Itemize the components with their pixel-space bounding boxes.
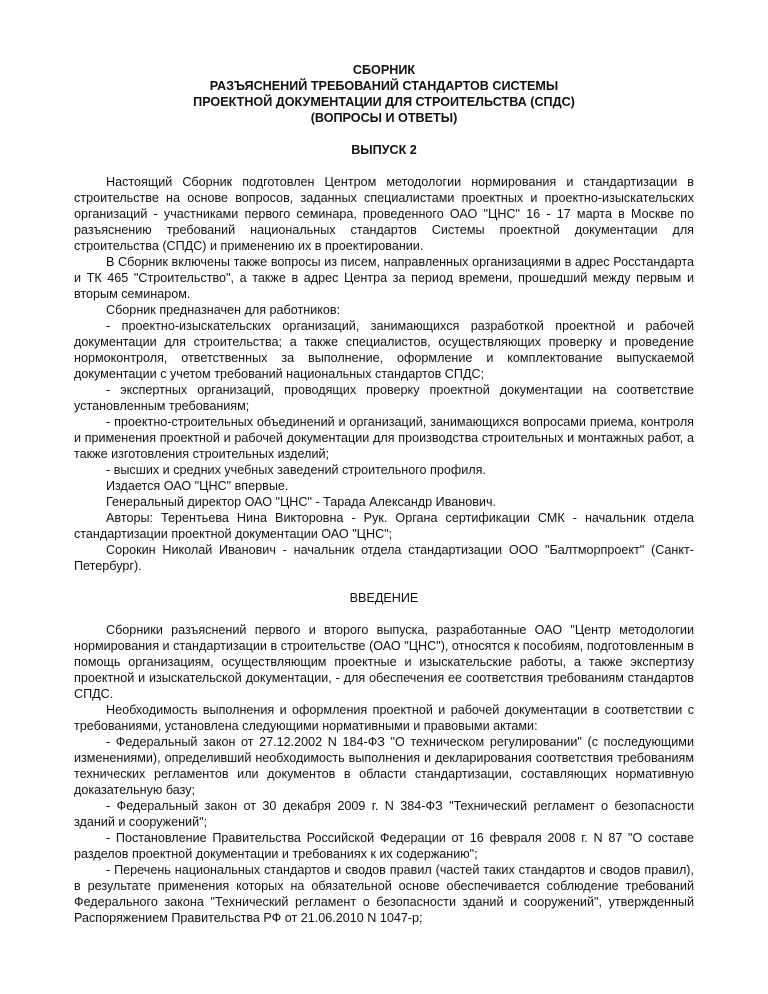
list-item: - Федеральный закон от 27.12.2002 N 184-ФЗ "О техническом регулировании" (с последующими изменениями), определивший необходимость выполнения и декларирования соответствия требованиям технических регламентов или документов в области стандартизации, составляющих нормативную доказательную базу;	[74, 735, 694, 797]
intro-section	[74, 174, 694, 574]
list-item: - Перечень национальных стандартов и сводов правил (частей таких стандартов и сводов правил), в результате применения которых на обязательной основе обеспечивается соблюдение требований Федерального закона "Технический регламент о безопасности зданий и сооружений", утвержденный Распоряжением Правительства РФ от 21.06.2010 N 1047-р;	[74, 863, 694, 925]
list-item: - Постановление Правительства Российской Федерации от 16 февраля 2008 г. N 87 "О составе разделов проектной документации и требованиях к их содержанию";	[74, 831, 694, 861]
paragraph: Сборник предназначен для работников:	[106, 303, 341, 317]
paragraph: Генеральный директор ОАО "ЦНС" - Тарада Александр Иванович.	[106, 495, 496, 509]
document-content	[74, 62, 694, 926]
document-title	[74, 62, 694, 126]
paragraph: Сборники разъяснений первого и второго выпуска, разработанные ОАО "Центр методологии нормирования и стандартизации в строительстве (ОАО "ЦНС"), относятся к пособиям, подготовленным в помощь организациям, осуществляющим проектные и изыскательские работы, а также экспертизу проектной и изыскательской документации, - для обеспечения ее соответствия требованиям стандартов СПДС.	[74, 623, 694, 701]
list-item: - проектно-изыскательских организаций, занимающихся разработкой проектной и рабочей документации для строительства; а также специалистов, осуществляющих проверку и проведение нормоконтроля, ответственных за выполнение, оформление и комплектование выпускаемой документации с учетом требований национальных стандартов СПДС;	[74, 319, 694, 381]
section-heading: ВВЕДЕНИЕ	[349, 591, 419, 605]
list-item: - проектно-строительных объединений и организаций, занимающихся вопросами приема, контроля и применения проектной и рабочей документации для производства строительных и монтажных работ, а также изготовления строительных изделий;	[74, 415, 694, 461]
title-line: СБОРНИК	[352, 63, 416, 77]
paragraph: Авторы: Терентьева Нина Викторовна - Рук. Органа сертификации СМК - начальник отдела стандартизации проектной документации ОАО "ЦНС";	[74, 511, 694, 541]
title-line: РАЗЪЯСНЕНИЙ ТРЕБОВАНИЙ СТАНДАРТОВ СИСТЕМЫ	[209, 79, 559, 93]
list-item: - экспертных организаций, проводящих проверку проектной документации на соответствие установленным требованиям;	[74, 383, 694, 413]
list-item: - Федеральный закон от 30 декабря 2009 г. N 384-ФЗ "Технический регламент о безопасности зданий и сооружений";	[74, 799, 694, 829]
paragraph: В Сборник включены также вопросы из писем, направленных организациями в адрес Росстандарта и ТК 465 "Строительство", а также в адрес Центра за период времени, прошедший между первым и вторым семинаром.	[74, 255, 694, 301]
issue-number: ВЫПУСК 2	[351, 143, 417, 157]
title-line: (ВОПРОСЫ И ОТВЕТЫ)	[310, 111, 458, 125]
list-item: - высших и средних учебных заведений строительного профиля.	[106, 463, 486, 477]
paragraph: Настоящий Сборник подготовлен Центром методологии нормирования и стандартизации в строительстве на основе вопросов, заданных специалистами проектных и проектно-изыскательских организаций - участниками первого семинара, проведенного ОАО "ЦНС" 16 - 17 марта в Москве по разъяснению требований национальных стандартов Системы проектной документации для строительства (СПДС) и применению их в проектировании.	[74, 175, 694, 253]
introduction-section	[74, 622, 694, 926]
paragraph: Сорокин Николай Иванович - начальник отдела стандартизации ООО "Балтморпроект" (Санкт-Петербург).	[74, 543, 694, 573]
paragraph: Необходимость выполнения и оформления проектной и рабочей документации в соответствии с требованиями, установлена следующими нормативными и правовыми актами:	[74, 703, 694, 733]
paragraph: Издается ОАО "ЦНС" впервые.	[106, 479, 289, 493]
title-line: ПРОЕКТНОЙ ДОКУМЕНТАЦИИ ДЛЯ СТРОИТЕЛЬСТВА (СПДС)	[193, 95, 575, 109]
